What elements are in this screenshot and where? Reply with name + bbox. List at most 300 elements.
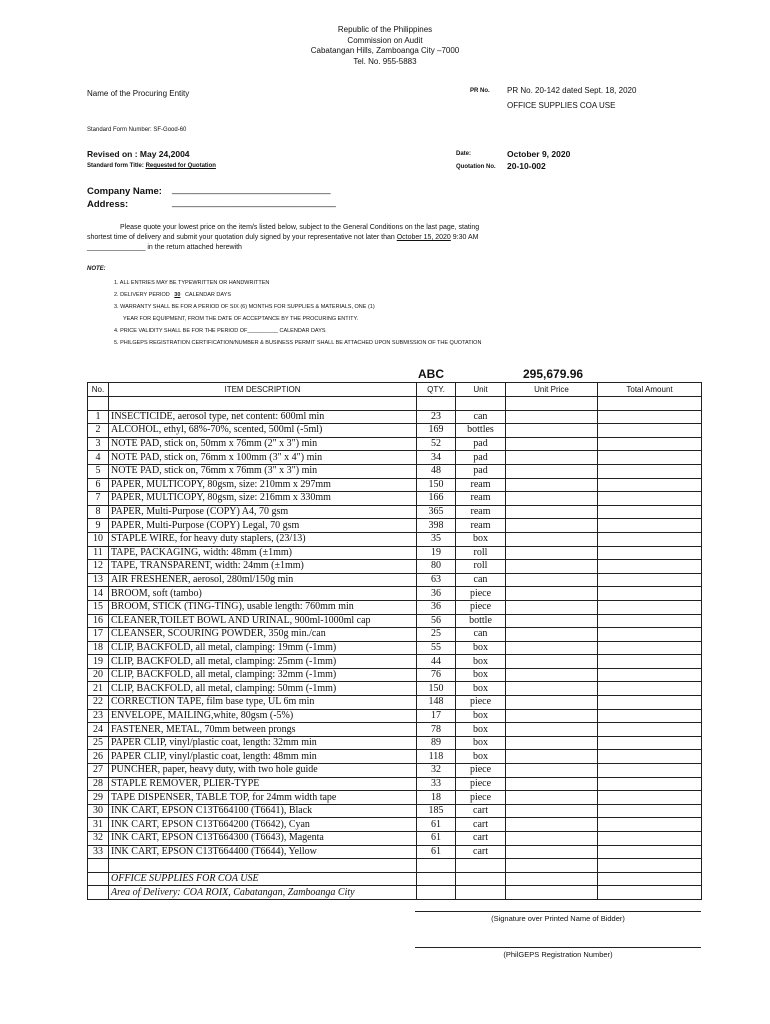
cell-unit-price[interactable]	[506, 424, 598, 438]
cell-qty: 17	[417, 709, 456, 723]
cell-qty: 23	[417, 410, 456, 424]
note-4-suffix: CALENDAR DAYS	[279, 328, 326, 334]
pr-label: PR No.	[470, 88, 490, 94]
cell-no: 17	[88, 628, 109, 642]
table-row	[88, 492, 702, 506]
philgeps-line[interactable]	[415, 947, 701, 948]
cell-total-amount[interactable]	[598, 723, 702, 737]
intro-line-3	[87, 243, 687, 253]
cell-unit: piece	[456, 777, 506, 791]
table-row	[88, 832, 702, 846]
cell-unit: pad	[456, 437, 506, 451]
cell-description: TAPE DISPENSER, TABLE TOP, for 24mm width tape	[109, 791, 417, 805]
cell-total-amount[interactable]	[598, 546, 702, 560]
table-row	[88, 573, 702, 587]
cell-unit-price[interactable]	[506, 655, 598, 669]
pr-purpose: OFFICE SUPPLIES COA USE	[507, 101, 616, 110]
cell-total-amount[interactable]	[598, 560, 702, 574]
cell-unit-price[interactable]	[506, 845, 598, 859]
agency-header	[0, 25, 770, 67]
cell-no: 24	[88, 723, 109, 737]
intro-line-2-text: shortest time of delivery and submit your quotation duly signed by your representative not later than	[87, 234, 395, 241]
items-table	[87, 382, 702, 900]
cell-total-amount[interactable]	[598, 791, 702, 805]
table-row	[88, 614, 702, 628]
table-row	[88, 696, 702, 710]
cell-description: PAPER, MULTICOPY, 80gsm, size: 210mm x 297mm	[109, 478, 417, 492]
notes-list	[114, 277, 481, 349]
cell-qty: 169	[417, 424, 456, 438]
cell-unit	[456, 886, 506, 900]
cell-unit-price[interactable]	[506, 560, 598, 574]
cell-unit: box	[456, 655, 506, 669]
cell-no: 6	[88, 478, 109, 492]
cell-unit-price[interactable]	[506, 546, 598, 560]
cell-description: INK CART, EPSON C13T664300 (T6643), Magenta	[109, 832, 417, 846]
quotation-label: Quotation No.	[456, 164, 496, 170]
cell-unit-price[interactable]	[506, 573, 598, 587]
cell-description: CLEANSER, SCOURING POWDER, 350g min./can	[109, 628, 417, 642]
cell-qty: 185	[417, 804, 456, 818]
col-description: ITEM DESCRIPTION	[109, 383, 417, 397]
cell-no: 14	[88, 587, 109, 601]
cell-no: 5	[88, 464, 109, 478]
cell-total-amount[interactable]	[598, 818, 702, 832]
cell-unit-price[interactable]	[506, 777, 598, 791]
abc-label: ABC	[418, 367, 444, 381]
table-row	[88, 655, 702, 669]
cell-total-amount[interactable]	[598, 668, 702, 682]
cell-description: INSECTICIDE, aerosol type, net content: 600ml min	[109, 410, 417, 424]
cell-unit: box	[456, 668, 506, 682]
cell-qty: 32	[417, 764, 456, 778]
cell-total-amount[interactable]	[598, 573, 702, 587]
cell-unit-price[interactable]	[506, 750, 598, 764]
cell-description: CLEANER,TOILET BOWL AND URINAL, 900ml-1000ml cap	[109, 614, 417, 628]
cell-description: BROOM, STICK (TING-TING), usable length: 760mm min	[109, 600, 417, 614]
cell-unit-price[interactable]	[506, 818, 598, 832]
validity-blank: __________	[247, 328, 278, 334]
cell-unit: cart	[456, 818, 506, 832]
table-row	[88, 628, 702, 642]
cell-unit: piece	[456, 587, 506, 601]
cell-unit: box	[456, 682, 506, 696]
cell-unit-price[interactable]	[506, 736, 598, 750]
cell-unit: cart	[456, 804, 506, 818]
table-row	[88, 818, 702, 832]
cell-unit-price[interactable]	[506, 764, 598, 778]
intro-line-3-text: in the return attached herewith	[145, 244, 242, 251]
cell-total-amount[interactable]	[598, 764, 702, 778]
cell-total-amount[interactable]	[598, 519, 702, 533]
table-row	[88, 464, 702, 478]
cell-total-amount[interactable]	[598, 832, 702, 846]
cell-qty: 89	[417, 736, 456, 750]
cell-description: CLIP, BACKFOLD, all metal, clamping: 19mm (-1mm)	[109, 641, 417, 655]
cell-unit-price[interactable]	[506, 410, 598, 424]
cell-qty: 148	[417, 696, 456, 710]
cell-total-amount[interactable]	[598, 587, 702, 601]
cell-unit-price[interactable]	[506, 614, 598, 628]
table-row	[88, 451, 702, 465]
table-row	[88, 587, 702, 601]
cell-description: TAPE, TRANSPARENT, width: 24mm (±1mm)	[109, 560, 417, 574]
cell-total-amount[interactable]	[598, 804, 702, 818]
cell-no	[88, 397, 109, 411]
cell-total-amount[interactable]	[598, 641, 702, 655]
cell-unit-price[interactable]	[506, 696, 598, 710]
cell-qty	[417, 859, 456, 873]
cell-no: 26	[88, 750, 109, 764]
cell-total-amount[interactable]	[598, 736, 702, 750]
cell-description: PUNCHER, paper, heavy duty, with two hole guide	[109, 764, 417, 778]
cell-qty: 33	[417, 777, 456, 791]
cell-total-amount[interactable]	[598, 859, 702, 873]
cell-description: CLIP, BACKFOLD, all metal, clamping: 25mm (-1mm)	[109, 655, 417, 669]
cell-total-amount[interactable]	[598, 709, 702, 723]
cell-unit-price[interactable]	[506, 723, 598, 737]
cell-total-amount[interactable]	[598, 464, 702, 478]
cell-total-amount[interactable]	[598, 451, 702, 465]
header-line-3: Cabatangan Hills, Zamboanga City –7000	[310, 46, 460, 55]
col-total-amount: Total Amount	[598, 383, 702, 397]
cell-qty: 76	[417, 668, 456, 682]
table-row	[88, 600, 702, 614]
cell-qty: 55	[417, 641, 456, 655]
cell-unit-price[interactable]	[506, 641, 598, 655]
cell-description: ALCOHOL, ethyl, 68%-70%, scented, 500ml (-5ml)	[109, 424, 417, 438]
spacer-row	[88, 859, 702, 873]
date-value: October 9, 2020	[507, 149, 571, 159]
cell-description: INK CART, EPSON C13T664400 (T6644), Yellow	[109, 845, 417, 859]
footer-text: OFFICE SUPPLIES FOR COA USE	[109, 872, 417, 886]
cell-no: 19	[88, 655, 109, 669]
cell-description: NOTE PAD, stick on, 50mm x 76mm (2" x 3") min	[109, 437, 417, 451]
cell-qty: 166	[417, 492, 456, 506]
cell-unit: ream	[456, 478, 506, 492]
cell-unit	[456, 859, 506, 873]
cell-unit-price[interactable]	[506, 437, 598, 451]
col-no: No.	[88, 383, 109, 397]
table-row	[88, 505, 702, 519]
cell-qty: 36	[417, 587, 456, 601]
philgeps-label: (PhilGEPS Registration Number)	[503, 950, 613, 959]
table-row	[88, 668, 702, 682]
cell-qty: 78	[417, 723, 456, 737]
cell-no: 12	[88, 560, 109, 574]
cell-total-amount[interactable]	[598, 655, 702, 669]
cell-no: 20	[88, 668, 109, 682]
cell-unit-price[interactable]	[506, 478, 598, 492]
cell-qty	[417, 397, 456, 411]
cell-qty: 36	[417, 600, 456, 614]
cell-description	[109, 859, 417, 873]
cell-unit: pad	[456, 451, 506, 465]
cell-description	[109, 397, 417, 411]
cell-total-amount[interactable]	[598, 628, 702, 642]
cell-unit: roll	[456, 560, 506, 574]
table-row	[88, 736, 702, 750]
table-row	[88, 560, 702, 574]
cell-unit	[456, 872, 506, 886]
procuring-entity-label: Name of the Procuring Entity	[87, 89, 190, 98]
cell-no: 15	[88, 600, 109, 614]
cell-description: CORRECTION TAPE, film base type, UL 6m min	[109, 696, 417, 710]
cell-unit-price[interactable]	[506, 464, 598, 478]
cell-unit: roll	[456, 546, 506, 560]
signature-line[interactable]	[415, 911, 701, 912]
cell-total-amount[interactable]	[598, 424, 702, 438]
note-3-cont: YEAR FOR EQUIPMENT, FROM THE DATE OF ACCEPTANCE BY THE PROCURING ENTITY.	[123, 316, 359, 322]
cell-qty: 52	[417, 437, 456, 451]
cell-unit: box	[456, 709, 506, 723]
cell-description: INK CART, EPSON C13T664100 (T6641), Black	[109, 804, 417, 818]
table-row	[88, 682, 702, 696]
abc-value: 295,679.96	[523, 367, 584, 381]
note-5: 5. PHILGEPS REGISTRATION CERTIFICATION/NUMBER & BUSINESS PERMIT SHALL BE ATTACHED UPON SUBMISSION OF THE QUOTATION	[114, 340, 482, 346]
cell-unit: can	[456, 410, 506, 424]
cell-unit-price[interactable]	[506, 804, 598, 818]
table-header-row	[88, 383, 702, 397]
cell-qty	[417, 886, 456, 900]
cell-total-amount[interactable]	[598, 492, 702, 506]
cell-unit: piece	[456, 764, 506, 778]
cell-no: 28	[88, 777, 109, 791]
table-row	[88, 519, 702, 533]
cell-no: 18	[88, 641, 109, 655]
cell-description: FASTENER, METAL, 70mm between prongs	[109, 723, 417, 737]
company-name-label[interactable]: Company Name:	[87, 186, 162, 197]
cell-unit: piece	[456, 791, 506, 805]
pr-value: PR No. 20-142 dated Sept. 18, 2020	[507, 86, 637, 95]
cell-unit: box	[456, 723, 506, 737]
cell-qty: 118	[417, 750, 456, 764]
cell-qty: 44	[417, 655, 456, 669]
cell-no: 25	[88, 736, 109, 750]
cell-qty: 34	[417, 451, 456, 465]
footer-text: Area of Delivery: COA ROIX, Cabatangan, Zamboanga City	[109, 886, 417, 900]
cell-no: 32	[88, 832, 109, 846]
cell-unit-price[interactable]	[506, 587, 598, 601]
cell-no	[88, 886, 109, 900]
cell-qty: 56	[417, 614, 456, 628]
cell-qty: 63	[417, 573, 456, 587]
col-unit: Unit	[456, 383, 506, 397]
cell-unit-price[interactable]	[506, 397, 598, 411]
cell-description: STAPLE REMOVER, PLIER-TYPE	[109, 777, 417, 791]
cell-total-amount[interactable]	[598, 397, 702, 411]
cell-total-amount[interactable]	[598, 614, 702, 628]
cell-unit-price[interactable]	[506, 709, 598, 723]
items-body	[88, 397, 702, 900]
cell-unit-price[interactable]	[506, 832, 598, 846]
cell-qty: 61	[417, 818, 456, 832]
cell-total-amount[interactable]	[598, 845, 702, 859]
quotation-value: 20-10-002	[507, 161, 546, 171]
cell-unit: ream	[456, 492, 506, 506]
table-row	[88, 791, 702, 805]
cell-no: 13	[88, 573, 109, 587]
cell-unit-price[interactable]	[506, 791, 598, 805]
note-2	[114, 289, 481, 301]
cell-description: TAPE, PACKAGING, width: 48mm (±1mm)	[109, 546, 417, 560]
table-row	[88, 424, 702, 438]
footer-row	[88, 886, 702, 900]
intro-blank: _______________	[87, 244, 146, 251]
table-row	[88, 641, 702, 655]
cell-unit-price[interactable]	[506, 492, 598, 506]
table-row	[88, 709, 702, 723]
cell-unit-price[interactable]	[506, 682, 598, 696]
cell-qty: 35	[417, 532, 456, 546]
cell-unit	[456, 397, 506, 411]
cell-qty: 61	[417, 845, 456, 859]
intro-line-1: Please quote your lowest price on the item/s listed below, subject to the General Conditions on the last page, stating	[120, 224, 480, 231]
cell-qty: 398	[417, 519, 456, 533]
cell-no: 8	[88, 505, 109, 519]
intro-paragraph	[87, 223, 687, 253]
form-title-label: Standard form Title:	[87, 163, 144, 169]
address-label[interactable]: Address:	[87, 199, 129, 210]
table-row	[88, 478, 702, 492]
cell-unit: bottles	[456, 424, 506, 438]
cell-total-amount[interactable]	[598, 532, 702, 546]
cell-description: NOTE PAD, stick on, 76mm x 100mm (3" x 4") min	[109, 451, 417, 465]
cell-total-amount[interactable]	[598, 410, 702, 424]
cell-qty: 365	[417, 505, 456, 519]
cell-unit: box	[456, 532, 506, 546]
cell-unit-price[interactable]	[506, 859, 598, 873]
table-row	[88, 723, 702, 737]
cell-no: 10	[88, 532, 109, 546]
date-label: Date:	[456, 151, 472, 157]
cell-unit-price[interactable]	[506, 519, 598, 533]
cell-no: 3	[88, 437, 109, 451]
cell-qty: 19	[417, 546, 456, 560]
cell-unit: cart	[456, 832, 506, 846]
cell-total-amount[interactable]	[598, 478, 702, 492]
form-title-value: Requested for Quotation	[145, 163, 216, 169]
cell-qty: 61	[417, 832, 456, 846]
cell-unit: box	[456, 641, 506, 655]
company-name-line[interactable]: ______________________________	[172, 184, 331, 195]
table-row	[88, 764, 702, 778]
cell-total-amount[interactable]	[598, 505, 702, 519]
cell-no: 4	[88, 451, 109, 465]
note-1: 1. ALL ENTRIES MAY BE TYPEWRITTEN OR HANDWRITTEN	[114, 280, 270, 286]
cell-unit-price[interactable]	[506, 505, 598, 519]
spacer-row	[88, 397, 702, 411]
cell-total-amount[interactable]	[598, 696, 702, 710]
note-4	[114, 325, 481, 337]
signature-label: (Signature over Printed Name of Bidder)	[491, 914, 625, 923]
note-label: NOTE:	[87, 266, 106, 272]
cell-qty: 150	[417, 682, 456, 696]
cell-qty: 25	[417, 628, 456, 642]
deadline-time: 9:30 AM	[452, 234, 479, 241]
cell-no: 1	[88, 410, 109, 424]
cell-no: 23	[88, 709, 109, 723]
cell-description: BROOM, soft (tambo)	[109, 587, 417, 601]
cell-total-amount[interactable]	[598, 777, 702, 791]
cell-no	[88, 859, 109, 873]
delivery-days: 30	[174, 292, 181, 298]
cell-unit-price[interactable]	[506, 628, 598, 642]
cell-qty: 48	[417, 464, 456, 478]
cell-unit-price[interactable]	[506, 451, 598, 465]
header-line-1: Republic of the Philippines	[337, 25, 433, 34]
cell-no: 31	[88, 818, 109, 832]
intro-line-2	[87, 233, 687, 243]
cell-unit-price[interactable]	[506, 872, 598, 886]
cell-total-amount[interactable]	[598, 886, 702, 900]
cell-qty	[417, 872, 456, 886]
cell-no: 33	[88, 845, 109, 859]
address-line[interactable]: _______________________________	[172, 197, 336, 208]
table-row	[88, 532, 702, 546]
cell-description: PAPER, MULTICOPY, 80gsm, size: 216mm x 330mm	[109, 492, 417, 506]
cell-description: CLIP, BACKFOLD, all metal, clamping: 50mm (-1mm)	[109, 682, 417, 696]
cell-unit: box	[456, 736, 506, 750]
cell-total-amount[interactable]	[598, 750, 702, 764]
table-row	[88, 845, 702, 859]
cell-description: PAPER CLIP, vinyl/plastic coat, length: 48mm min	[109, 750, 417, 764]
cell-description: STAPLE WIRE, for heavy duty staplers, (23/13)	[109, 532, 417, 546]
standard-form-number: Standard Form Number: SF-Good-60	[87, 127, 187, 133]
cell-description: PAPER CLIP, vinyl/plastic coat, length: 32mm min	[109, 736, 417, 750]
cell-unit: ream	[456, 519, 506, 533]
table-row	[88, 804, 702, 818]
cell-total-amount[interactable]	[598, 682, 702, 696]
cell-unit: can	[456, 573, 506, 587]
cell-total-amount[interactable]	[598, 600, 702, 614]
cell-unit-price[interactable]	[506, 532, 598, 546]
cell-no: 22	[88, 696, 109, 710]
cell-unit-price[interactable]	[506, 668, 598, 682]
cell-unit: piece	[456, 600, 506, 614]
cell-description: INK CART, EPSON C13T664200 (T6642), Cyan	[109, 818, 417, 832]
note-3: 3. WARRANTY SHALL BE FOR A PERIOD OF SIX (6) MONTHS FOR SUPPLIES & MATERIALS, ONE (1)	[114, 304, 375, 310]
cell-qty: 150	[417, 478, 456, 492]
form-title	[87, 163, 216, 169]
cell-no: 29	[88, 791, 109, 805]
cell-unit-price[interactable]	[506, 600, 598, 614]
cell-total-amount[interactable]	[598, 872, 702, 886]
table-row	[88, 546, 702, 560]
cell-unit: can	[456, 628, 506, 642]
cell-no: 7	[88, 492, 109, 506]
cell-unit: cart	[456, 845, 506, 859]
cell-unit: pad	[456, 464, 506, 478]
cell-unit-price[interactable]	[506, 886, 598, 900]
deadline-date: October 15, 2020	[396, 234, 451, 241]
cell-no: 21	[88, 682, 109, 696]
cell-unit: piece	[456, 696, 506, 710]
cell-no: 9	[88, 519, 109, 533]
table-row	[88, 410, 702, 424]
note-4-text: 4. PRICE VALIDITY SHALL BE FOR THE PERIOD OF	[114, 328, 248, 334]
cell-total-amount[interactable]	[598, 437, 702, 451]
note-2-suffix: CALENDAR DAYS	[184, 292, 231, 298]
cell-qty: 80	[417, 560, 456, 574]
cell-description: PAPER, Multi-Purpose (COPY) A4, 70 gsm	[109, 505, 417, 519]
revised-date: Revised on : May 24,2004	[87, 149, 190, 159]
col-qty: QTY.	[417, 383, 456, 397]
note-2-text: 2. DELIVERY PERIOD	[114, 292, 170, 298]
cell-no: 11	[88, 546, 109, 560]
cell-unit: bottle	[456, 614, 506, 628]
cell-no: 2	[88, 424, 109, 438]
